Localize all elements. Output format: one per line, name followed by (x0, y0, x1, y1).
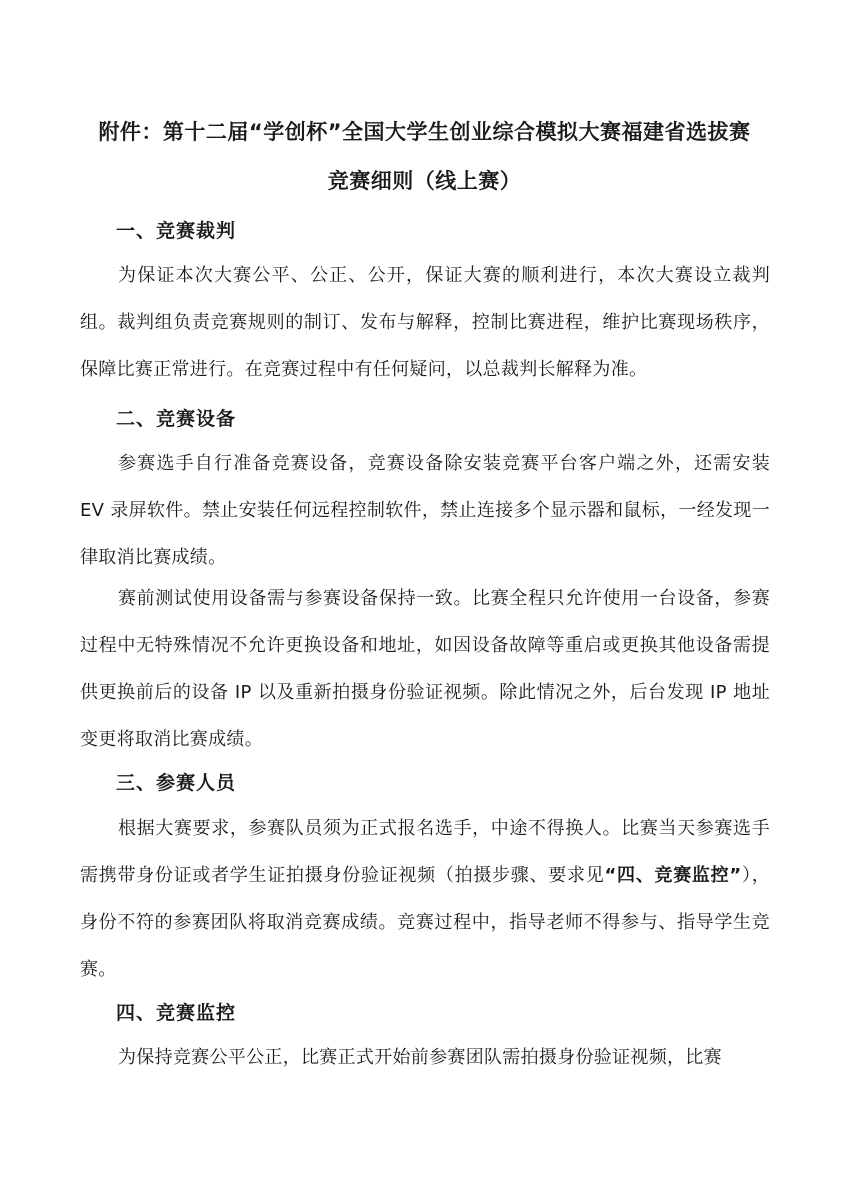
document-title-line-1: 附件：第十二届“学创杯”全国大学生创业综合模拟大赛福建省选拔赛 (98, 120, 751, 144)
paragraph-participants-emphasis: “四、竞赛监控” (604, 865, 742, 886)
paragraph-participants-text-1: 根据大赛要求，参赛队员须为正式报名选手，中途不得换人。比赛当天参赛选手需携带身份证或者学生证拍摄身份验证视频（拍摄步骤、要求见 (80, 818, 770, 886)
section-heading-participants: 三、参赛人员 (116, 772, 237, 794)
paragraph-equipment-2: 赛前测试使用设备需与参赛设备保持一致。比赛全程只允许使用一台设备，参赛过程中无特殊情况不允许更换设备和地址，如因设备故障等重启或更换其他设备需提供更换前后的设备 IP 以及重新拍摄身份验证视频。除此情况之外，后台发现 IP 地址变更将取消比赛成绩。 (80, 588, 770, 750)
paragraph-participants-text-2: ），身份不符的参赛团队将取消竞赛成绩。竞赛过程中，指导老师不得参与、指导学生竞赛。 (80, 865, 770, 980)
paragraph-equipment-1: 参赛选手自行准备竞赛设备，竞赛设备除安装竞赛平台客户端之外，还需安装 EV 录屏软件。禁止安装任何远程控制软件，禁止连接多个显示器和鼠标，一经发现一律取消比赛成绩。 (80, 453, 770, 568)
document-title-line-2: 竞赛细则（线上赛） (327, 169, 522, 193)
paragraph-referee: 为保证本次大赛公平、公正、公开，保证大赛的顺利进行，本次大赛设立裁判组。裁判组负责竞赛规则的制订、发布与解释，控制比赛进程，维护比赛现场秩序，保障比赛正常进行。在竞赛过程中有任何疑问，以总裁判长解释为准。 (80, 265, 770, 380)
section-heading-referee: 一、竞赛裁判 (116, 220, 237, 242)
paragraph-participants (80, 805, 770, 993)
section-heading-monitoring: 四、竞赛监控 (116, 1002, 237, 1024)
paragraph-monitoring: 为保持竞赛公平公正，比赛正式开始前参赛团队需拍摄身份验证视频，比赛 (118, 1047, 722, 1068)
section-heading-equipment: 二、竞赛设备 (116, 408, 237, 430)
